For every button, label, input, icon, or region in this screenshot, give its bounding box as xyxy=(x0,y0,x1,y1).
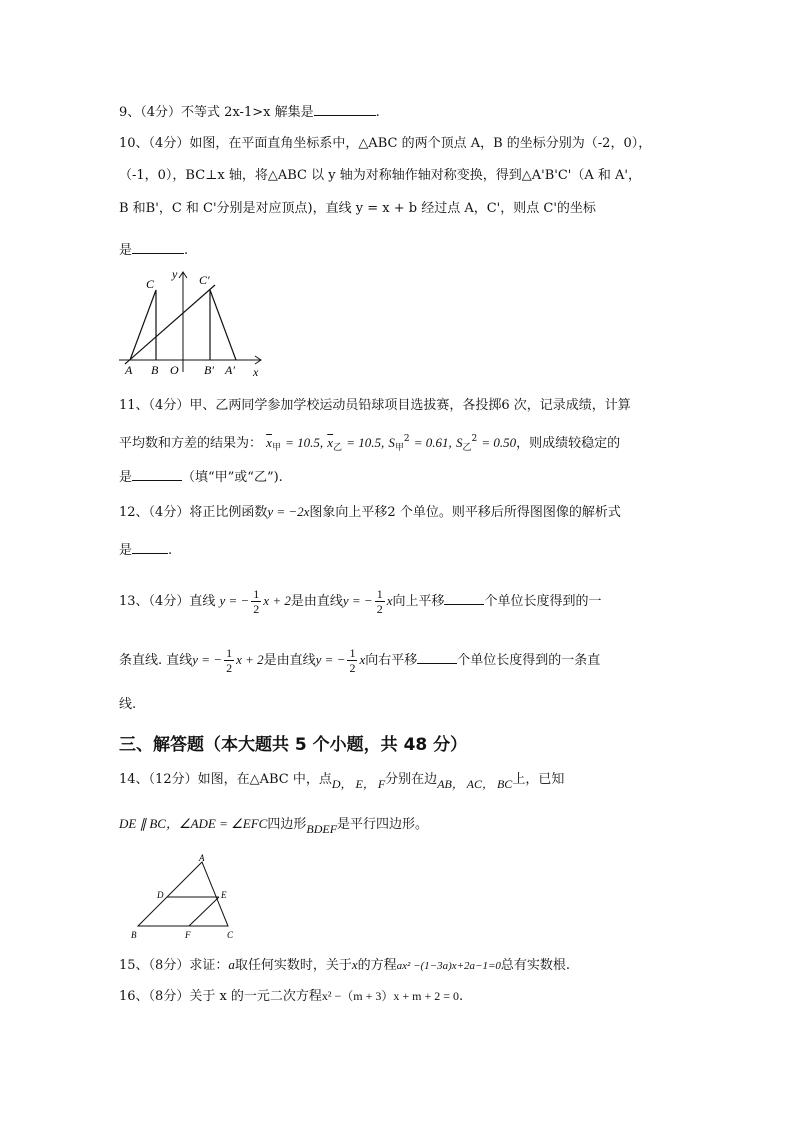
svg-text:C: C xyxy=(227,930,234,940)
svg-text:C: C xyxy=(146,277,155,291)
answer-blank xyxy=(132,239,184,254)
svg-text:B′: B′ xyxy=(204,363,214,377)
q11-line-2: 平均数和方差的结果为： $\overline{x}_甲 = 10.5$, $\overline{x}_乙 = 10.5$, $S_甲^2 = 0.61$, $S_乙^2 = 0.50$，则成绩较稳定的 xyxy=(119,434,621,453)
question-9: 9、（4分）不等式 2x-1>x 解集是 . xyxy=(119,101,380,123)
svg-text:A′: A′ xyxy=(225,363,235,377)
svg-text:O: O xyxy=(170,363,179,377)
svg-text:F: F xyxy=(185,930,191,940)
svg-text:A: A xyxy=(199,853,205,863)
triangle-abc xyxy=(130,290,156,360)
q12-line-2: 是 . xyxy=(119,539,172,561)
svg-text:x: x xyxy=(253,365,259,379)
svg-text:A: A xyxy=(125,363,133,377)
q12-line-1: 12、（4分）将正比例函数y = −2x图象向上平移2 个单位。则平移后所得图图像的解析式 xyxy=(119,504,621,520)
q13-line-1: 13、（4分）直线 y = − $\frac{1}{2}$ x + 2是由直线y = − $\frac{1}{2}$ x向上平移 个单位长度得到的一 xyxy=(119,587,602,616)
svg-text:B: B xyxy=(131,930,137,940)
q10-line-1: 10、（4分）如图，在平面直角坐标系中，△ABC 的两个顶点 A，B 的坐标分别为（-2，0）， xyxy=(119,136,652,151)
q13-line-2: 条直线. 直线y = − $\frac{1}{2}$ x + 2是由直线y = − $\frac{1}{2}$ x向右平移 个单位长度得到的一条直 xyxy=(119,646,601,675)
line-y-x-b xyxy=(125,285,215,364)
svg-text:y: y xyxy=(172,267,178,281)
q14-line-1: 14、（12分）如图，在△ABC 中，点D， E， F分别在边AB， AC， BC上，已知 xyxy=(119,772,565,791)
q10-line-4: 是 . xyxy=(119,239,188,261)
answer-blank xyxy=(417,649,457,664)
answer-blank xyxy=(132,466,182,481)
q13-line-3: 线. xyxy=(119,697,137,712)
q16-line: 16、（8分）关于 x 的一元二次方程x² −（m + 3）x + m + 2 = 0. xyxy=(119,989,464,1004)
triangle-a-b-c-prime xyxy=(210,290,236,360)
svg-text:E: E xyxy=(221,890,227,900)
q14-triangle-figure xyxy=(128,852,240,944)
svg-text:B: B xyxy=(151,363,159,377)
q10-line-2: （-1，0），BC⊥x 轴，将△ABC 以 y 轴为对称轴作轴对称变换，得到△A'B'C'（A 和 A'， xyxy=(119,168,641,183)
answer-blank xyxy=(132,539,168,554)
q11-line-1: 11、（4分）甲、乙两同学参加学校运动员铅球项目选拔赛，各投掷6 次，记录成绩，计算 xyxy=(119,398,631,413)
q15-line: 15、（8分）求证：a取任何实数时，关于x的方程ax² −(1−3a)x+2a−1=0总有实数根. xyxy=(119,957,571,973)
svg-text:C′: C′ xyxy=(199,273,210,287)
section-heading: 三、解答题（本大题共 5 个小题，共 48 分） xyxy=(119,735,468,755)
q9-text: 9、（4分）不等式 2x-1>x 解集是 xyxy=(119,105,314,120)
answer-blank xyxy=(444,590,484,605)
q10-line-3: B 和B'，C 和 C'分别是对应顶点)，直线 y = x + b 经过点 A，C'，则点 C'的坐标 xyxy=(119,201,596,216)
q10-coordinate-figure xyxy=(115,262,270,380)
svg-text:D: D xyxy=(157,890,164,900)
q11-line-3: 是 （填“甲”或“乙”). xyxy=(119,466,283,488)
answer-blank xyxy=(314,101,376,116)
q14-line-2: DE ∥ BC，∠ADE = ∠EFC四边形BDEF是平行四边形。 xyxy=(119,816,429,836)
